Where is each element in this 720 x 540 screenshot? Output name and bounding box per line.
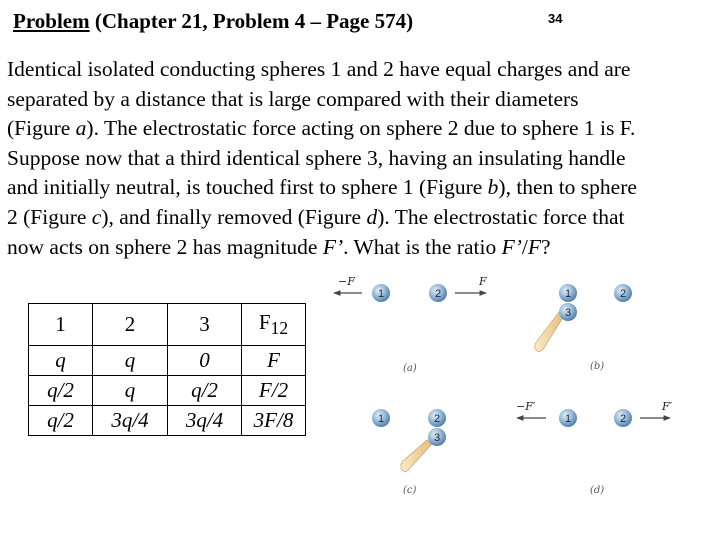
header-force <box>242 304 306 346</box>
sphere-label: 1 <box>377 413 385 425</box>
table-header-row <box>29 304 306 346</box>
figure-label-c: (c) <box>403 485 417 496</box>
problem-line: / <box>521 234 528 259</box>
force-subscript: 12 <box>270 318 289 339</box>
table-row <box>29 406 306 436</box>
table-cell: 3q/4 <box>168 406 242 436</box>
insulating-handle <box>401 440 432 472</box>
spheres-figure <box>320 268 720 500</box>
table-cell: q <box>93 376 168 406</box>
force-symbol: F’ <box>501 234 522 259</box>
problem-reference: (Chapter 21, Problem 4 – Page 574) <box>89 9 414 33</box>
insulating-handle <box>535 312 564 352</box>
panel-c <box>372 409 446 496</box>
table-cell: q <box>93 346 168 376</box>
problem-line: (Figure <box>7 116 76 141</box>
problem-line: now acts on sphere 2 has magnitude <box>7 234 323 259</box>
figure-label-b: (b) <box>590 361 605 372</box>
problem-statement <box>7 55 719 262</box>
problem-line: 2 (Figure <box>7 204 92 229</box>
charge-table <box>28 303 306 436</box>
sphere-label: 1 <box>377 288 385 300</box>
problem-line: ). The electrostatic force that <box>377 204 625 229</box>
problem-line: ), and finally removed (Figure <box>101 204 367 229</box>
sphere-label: 1 <box>564 413 572 425</box>
problem-line: Identical isolated conducting spheres 1 and 2 have equal charges and are <box>7 57 631 81</box>
problem-heading <box>13 9 413 34</box>
table-cell: 3F/8 <box>242 406 306 436</box>
table-cell: F <box>242 346 306 376</box>
header-sphere-2: 2 <box>93 304 168 346</box>
sphere-label: 2 <box>433 413 441 425</box>
figure-label-d: (d) <box>590 485 605 496</box>
panel-a <box>334 275 487 374</box>
force-label: F <box>479 275 487 288</box>
sphere-label: 1 <box>564 288 572 300</box>
table-cell: F/2 <box>242 376 306 406</box>
table-row <box>29 346 306 376</box>
figure-ref: b <box>487 175 499 200</box>
table-cell: q <box>29 346 93 376</box>
table-cell: q/2 <box>29 376 93 406</box>
panel-b <box>535 284 632 372</box>
table-cell: 3q/4 <box>93 406 168 436</box>
sphere-label: 3 <box>564 307 572 319</box>
table-cell: q/2 <box>168 376 242 406</box>
problem-line: ). The electrostatic force acting on sphere 2 due to sphere 1 is F. <box>86 116 636 141</box>
table-cell: q/2 <box>29 406 93 436</box>
problem-line: separated by a distance that is large compared with their diameters <box>7 86 579 111</box>
header-sphere-3: 3 <box>168 304 242 346</box>
sphere-label: 3 <box>433 432 441 444</box>
problem-line: and initially neutral, is touched first to sphere 1 (Figure <box>7 175 488 200</box>
problem-line: ? <box>541 234 551 259</box>
page-number: 34 <box>548 11 563 26</box>
force-symbol: F’ <box>322 234 344 259</box>
figure-label-a: (a) <box>403 363 417 374</box>
force-label: −F′ <box>516 400 536 413</box>
sphere-label: 2 <box>619 413 627 425</box>
table-row <box>29 376 306 406</box>
problem-line: Suppose now that a third identical sphere 3, having an insulating handle <box>7 145 626 170</box>
figure-ref: a <box>75 116 87 141</box>
sphere-label: 2 <box>434 288 442 300</box>
table-cell: 0 <box>168 346 242 376</box>
problem-word: Problem <box>13 9 90 33</box>
panel-d <box>516 400 673 496</box>
problem-line: . What is the ratio <box>343 234 502 259</box>
header-sphere-1: 1 <box>29 304 93 346</box>
sphere-label: 2 <box>619 288 627 300</box>
figure-ref: c <box>91 204 102 229</box>
force-base: F <box>258 309 271 334</box>
force-label: −F <box>338 275 355 288</box>
force-label: F′ <box>662 400 673 413</box>
problem-line: ), then to sphere <box>498 175 637 200</box>
figure-ref: d <box>366 204 378 229</box>
force-symbol: F <box>527 234 542 259</box>
